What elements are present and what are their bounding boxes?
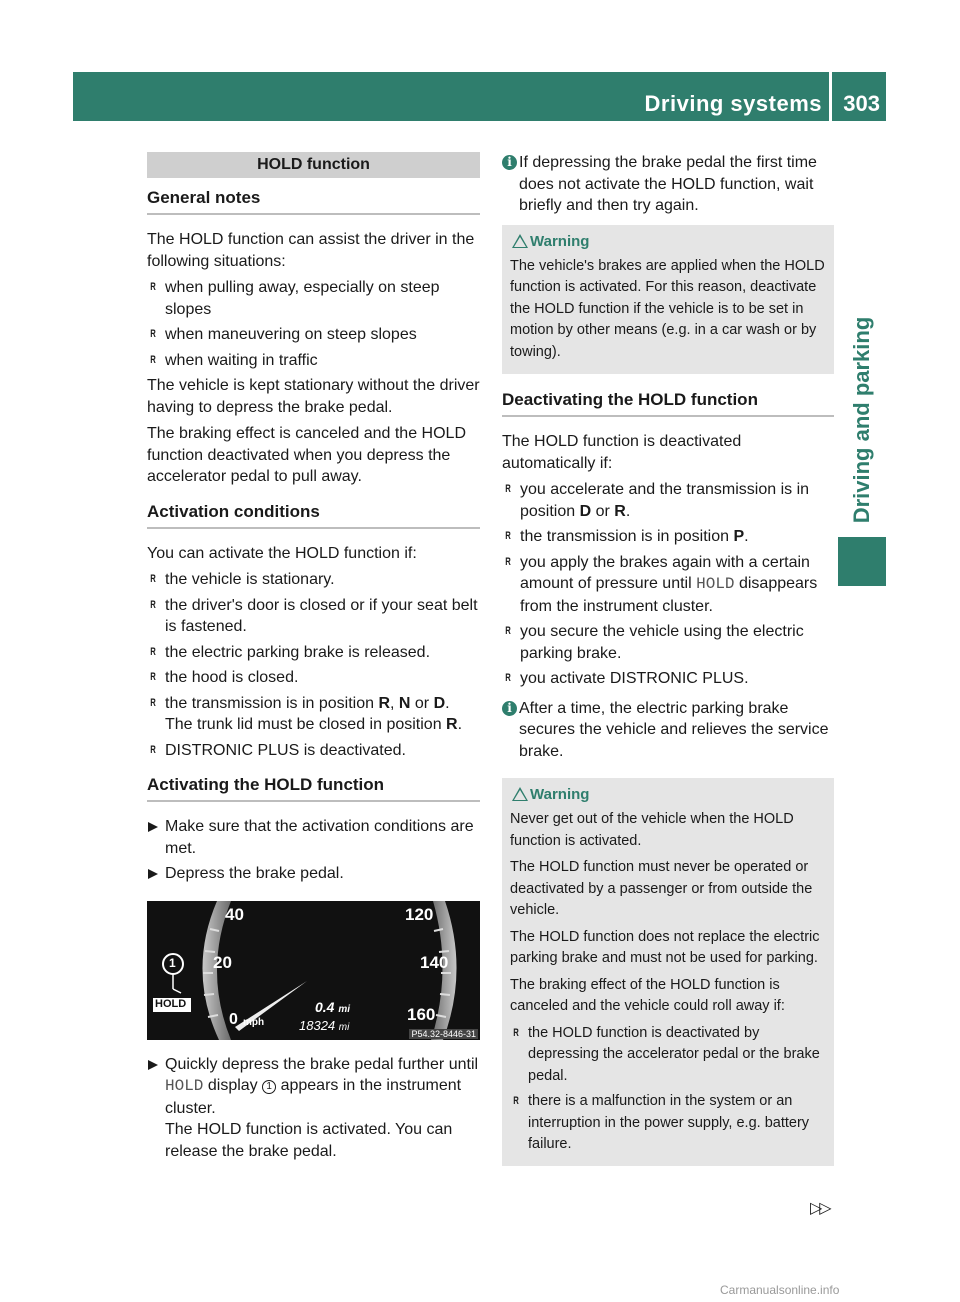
header-title: Driving systems: [644, 91, 822, 116]
text-run: disappears from the instrument cluster.: [520, 575, 818, 615]
warning-icon: [512, 234, 528, 248]
trip-unit: mi: [338, 1003, 351, 1015]
warning-text: The braking effect of the HOLD function is canceled and the vehicle could roll away if:: [510, 976, 785, 1014]
gear-d: D: [579, 502, 592, 520]
step-text: Make sure that the activation conditions are met.: [165, 818, 474, 857]
odo-number: 18324: [299, 1017, 336, 1033]
list-item: [502, 479, 834, 522]
speed-0: 0: [229, 1010, 238, 1028]
text-run: you accelerate and the transmission is in position: [520, 481, 810, 520]
warning-text: Never get out of the vehicle when the HOLD function is activated.: [510, 811, 794, 849]
text-run: the transmission is in position: [165, 694, 379, 712]
gear-r: R: [614, 502, 626, 520]
step-arrow-icon: [148, 869, 158, 879]
text-run: .: [457, 716, 463, 733]
step-text: display: [207, 1077, 258, 1094]
trip-value: [315, 999, 350, 1015]
situations-list: [147, 277, 480, 371]
right-column: [502, 152, 834, 1182]
activation-intro: You can activate the HOLD function if:: [147, 544, 417, 562]
step-arrow-icon: [148, 822, 158, 832]
hold-display-text: HOLD: [696, 575, 735, 593]
odo-unit: mi: [338, 1021, 350, 1033]
figure-code: P54.32-8446-31: [411, 1028, 476, 1039]
section-band: HOLD function: [147, 152, 480, 178]
continued-arrow-icon: ▷▷: [810, 1200, 829, 1217]
general-notes-heading: General notes: [147, 188, 480, 215]
step-item: [147, 816, 480, 859]
cancel-text: The braking effect is canceled and the HOLD function deactivated when you depress the accelerator pedal to pull away.: [147, 425, 466, 485]
list-item: R when waiting in traffic: [147, 350, 480, 372]
side-tab-marker: [838, 537, 886, 586]
step-text: Depress the brake pedal.: [165, 865, 344, 882]
warning-icon: [512, 787, 528, 801]
trip-number: 0.4: [315, 998, 335, 1015]
text-run: ,: [390, 694, 399, 712]
text-run: .: [445, 694, 450, 712]
stationary-text: The vehicle is kept stationary without the driver having to depress the brake pedal.: [147, 377, 480, 416]
speed-140: 140: [420, 952, 449, 972]
list-item: R the driver's door is closed or if your seat belt is fastened.: [147, 595, 480, 638]
step-item: [147, 863, 480, 885]
list-item: [502, 552, 834, 618]
hold-indicator-label: HOLD: [155, 997, 187, 1010]
warning-text: The HOLD function must never be operated or deactivated by a passenger or from outside the vehicle.: [510, 859, 813, 918]
gear-d: D: [433, 694, 446, 712]
side-label-text: Driving and parking: [849, 316, 874, 524]
info-note: [502, 152, 834, 217]
warning-box: [502, 225, 834, 375]
list-item: [502, 526, 834, 548]
page-header: [73, 72, 886, 121]
step-arrow-icon: [148, 1060, 158, 1070]
side-section-label: [838, 310, 886, 530]
info-text: If depressing the brake pedal the first time does not activate the HOLD function, wait briefly and then try again.: [519, 154, 817, 214]
text-run: .: [744, 528, 749, 545]
intro-text: The HOLD function can assist the driver in the following situations:: [147, 231, 475, 270]
info-icon: i: [502, 155, 517, 170]
list-item: [147, 693, 480, 736]
list-item: R you secure the vehicle using the electric parking brake.: [502, 621, 834, 664]
odometer-value: [299, 1018, 349, 1033]
speed-20: 20: [213, 952, 232, 972]
callout-number: 1: [169, 955, 176, 970]
page-number: 303: [843, 91, 880, 116]
info-text: After a time, the electric parking brake secures the vehicle and relieves the service brake.: [519, 699, 829, 760]
step-text: Quickly depress the brake pedal further until: [165, 1055, 479, 1073]
activation-steps: [147, 816, 480, 885]
list-item: R the HOLD function is deactivated by depressing the accelerator pedal or the brake pedal.: [510, 1023, 826, 1088]
step-text: appears in the instrument cluster.: [165, 1077, 462, 1117]
speed-160: 160: [407, 1004, 436, 1024]
warning-title: Warning: [530, 232, 590, 250]
list-item: R you activate DISTRONIC PLUS.: [502, 668, 834, 690]
speed-40: 40: [225, 904, 244, 924]
text-run: the transmission is in position: [520, 528, 734, 545]
text-run: you apply the brakes again with a certain amount of pressure until: [520, 553, 810, 592]
left-column: [147, 152, 480, 1166]
gear-n: N: [398, 694, 411, 712]
list-item: R the vehicle is stationary.: [147, 569, 480, 591]
activating-heading: Activating the HOLD function: [147, 775, 480, 802]
warning-title: Warning: [530, 786, 590, 803]
warning-heading: [510, 786, 826, 803]
text-run: The trunk lid must be closed in position: [165, 716, 447, 733]
text-run: or: [591, 502, 615, 520]
warning-text: The vehicle's brakes are applied when the HOLD function is activated. For this reason, deactivate the HOLD function if the vehicle is to be set in motion by other means (e.g. in a car wash or by towing).: [510, 257, 825, 360]
header-divider: [829, 72, 832, 121]
warning-heading: [510, 233, 826, 250]
info-icon: i: [502, 701, 517, 716]
activation-conditions-heading: Activation conditions: [147, 502, 480, 529]
deactivation-list: [502, 479, 834, 690]
list-item: R when pulling away, especially on steep slopes: [147, 277, 480, 320]
activation-steps-continued: [147, 1054, 480, 1163]
hold-display-text: HOLD: [165, 1077, 204, 1095]
gear-p: P: [733, 528, 745, 545]
list-item: R DISTRONIC PLUS is deactivated.: [147, 740, 480, 762]
list-item: R the hood is closed.: [147, 667, 480, 689]
conditions-list: [147, 569, 480, 761]
instrument-cluster-image: [147, 901, 480, 1040]
gear-r: R: [378, 694, 390, 712]
callout-line: [173, 989, 181, 993]
callout-1-icon: 1: [262, 1080, 276, 1094]
list-item: R when maneuvering on steep slopes: [147, 324, 480, 346]
list-item: R there is a malfunction in the system or an interruption in the power supply, e.g. battery failure.: [510, 1091, 826, 1156]
speed-unit: mph: [243, 1016, 265, 1028]
info-note: [502, 698, 834, 763]
deactivating-heading: Deactivating the HOLD function: [502, 390, 834, 417]
gear-r: R: [446, 716, 458, 733]
warning-box: [502, 778, 834, 1166]
speed-120: 120: [405, 904, 434, 924]
text-run: .: [625, 502, 631, 520]
text-run: or: [410, 694, 434, 712]
list-item: R the electric parking brake is released.: [147, 642, 480, 664]
footer-watermark: Carmanualsonline.info: [720, 1283, 840, 1297]
warning-list: [510, 1023, 826, 1156]
deactivation-intro: The HOLD function is deactivated automatically if:: [502, 433, 742, 472]
step-item: [147, 1054, 480, 1163]
warning-text: The HOLD function does not replace the electric parking brake and must not be used for parking.: [510, 928, 820, 966]
step-result-text: The HOLD function is activated. You can release the brake pedal.: [165, 1121, 453, 1160]
